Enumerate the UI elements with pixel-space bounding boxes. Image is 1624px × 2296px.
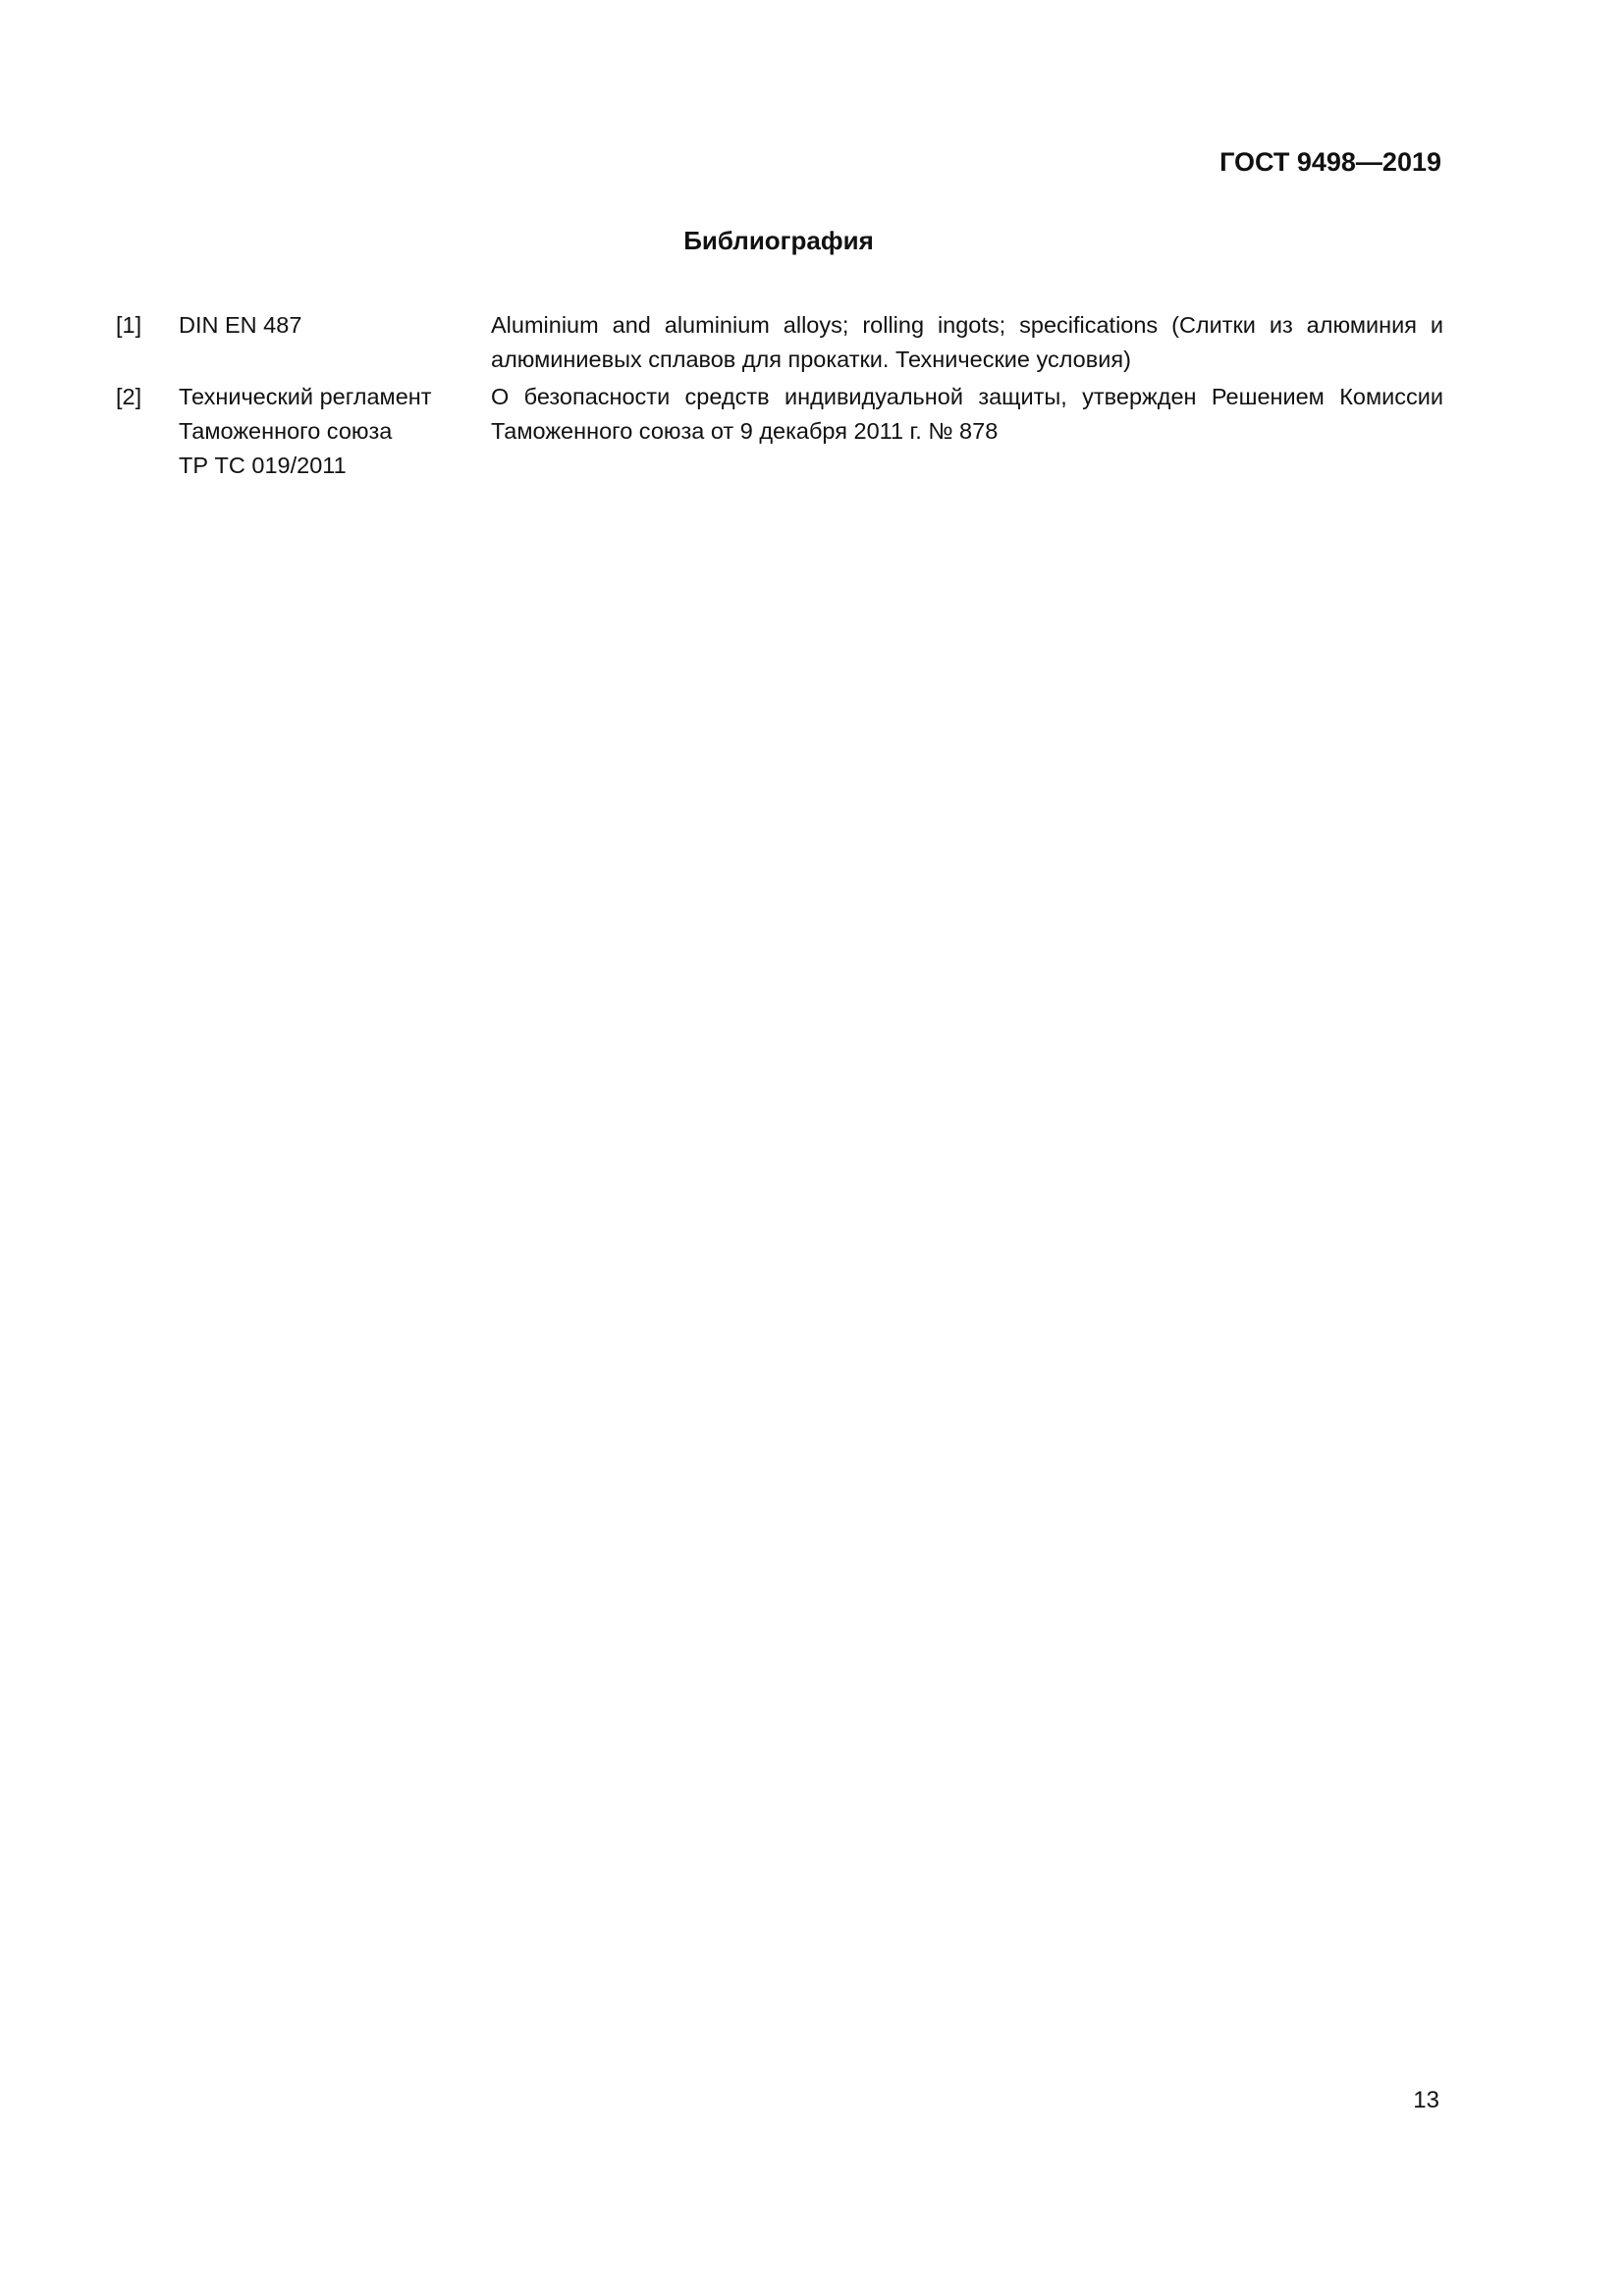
reference-number: [2] xyxy=(116,384,142,409)
page-number: 13 xyxy=(1413,2087,1439,2113)
reference-source xyxy=(179,380,432,483)
reference-description xyxy=(491,380,1443,449)
source-line: DIN EN 487 xyxy=(179,312,302,338)
source-line: Таможенного союза xyxy=(179,418,393,444)
reference-description xyxy=(491,308,1443,377)
description-line: алюминиевых сплавов для прокатки. Технические условия) xyxy=(491,347,1131,372)
description-line: Aluminium and aluminium alloys; rolling ingots; specifications (Слитки из алюминия и xyxy=(491,312,1443,338)
source-line: ТР ТС 019/2011 xyxy=(179,453,347,478)
reference-source xyxy=(179,308,301,343)
source-line: Технический регламент xyxy=(179,384,432,409)
description-line: О безопасности средств индивидуальной защиты, утвержден Решением Комиссии xyxy=(491,384,1443,409)
description-line: Таможенного союза от 9 декабря 2011 г. № 878 xyxy=(491,418,999,444)
page-title: Библиография xyxy=(683,226,874,255)
reference-number: [1] xyxy=(116,312,142,338)
document-id-header: ГОСТ 9498—2019 xyxy=(1219,147,1441,177)
